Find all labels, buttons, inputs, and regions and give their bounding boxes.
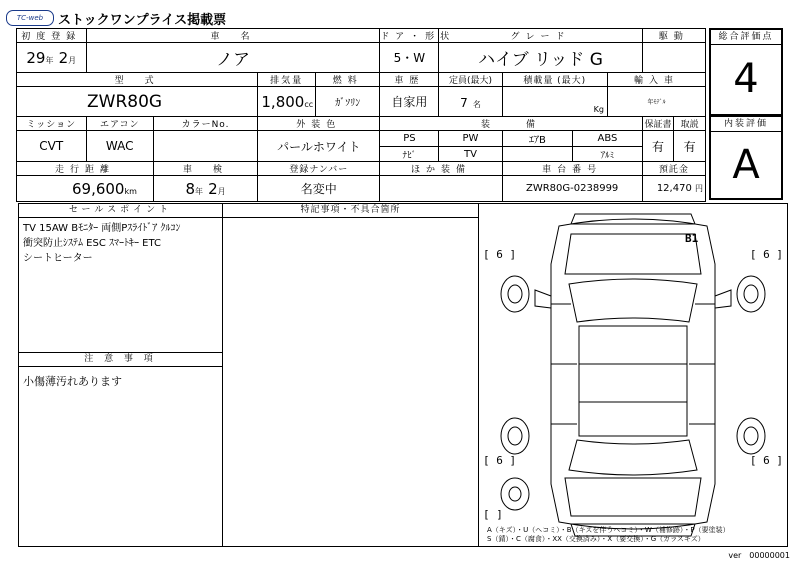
inspection-label: 車 検 <box>153 162 257 176</box>
drive-label: 駆動 <box>642 29 705 43</box>
sales-point-line: 衝突防止ｼｽﾃﾑ ESC ｽﾏｰﾄｷｰ ETC <box>23 238 162 249</box>
total-score-box <box>709 28 783 116</box>
tire-tag-front-left: [ 6 ] <box>483 248 517 261</box>
chassis-no-value: ZWR80G-0238999 <box>502 176 642 202</box>
sales-point-line: シートヒーター <box>23 253 93 264</box>
damage-diagram <box>478 203 788 547</box>
mileage-label: 走行距離 <box>17 162 154 176</box>
legend-line: S（錆）・C（腐食）・XX（交換済み）・X（要交換）・G（ガラスキズ） <box>487 535 705 543</box>
mission-value: CVT <box>17 131 87 162</box>
month-unit: 月 <box>68 56 77 65</box>
aircon-label: エアコン <box>86 117 153 131</box>
caution-text: 小傷薄汚れあります <box>23 375 122 388</box>
equip-blank <box>502 147 573 162</box>
color-no-value <box>153 131 257 162</box>
plate-value: 名変中 <box>258 176 380 202</box>
capacity-value <box>439 87 502 117</box>
capacity-label: 定員(最大) <box>439 73 502 87</box>
special-notes-box <box>222 203 479 547</box>
manual-value: 有 <box>674 131 706 162</box>
displacement-label: 排気量 <box>258 73 316 87</box>
other-equip-value <box>380 176 502 202</box>
damage-mark-b1: B1 <box>685 232 699 245</box>
kg-unit: Kg <box>593 105 604 114</box>
equip-abs: ABS <box>573 131 643 147</box>
spare-tire-tag: [ ] <box>483 508 503 521</box>
other-equip-label: ほか装備 <box>380 162 502 176</box>
sales-points-label: セールスポイント <box>19 204 222 218</box>
first-reg-value <box>17 43 87 73</box>
equip-navi: ﾅﾋﾞ <box>380 147 439 162</box>
interior-score-value: A <box>732 142 760 188</box>
caution-label: 注 意 事 項 <box>19 353 222 367</box>
car-name-label: 車 名 <box>86 29 380 43</box>
equip-alloy: ｱﾙﾐ <box>573 147 643 162</box>
mileage-value <box>17 176 154 202</box>
insp-year-unit: 年 <box>195 187 204 196</box>
first-reg-month: 2 <box>58 49 69 67</box>
price-number: 12,470 <box>656 183 692 194</box>
mission-label: ミッション <box>17 117 87 131</box>
price-value <box>642 176 705 202</box>
logo: TC-web <box>6 10 54 26</box>
caution-box <box>18 352 223 547</box>
load-label: 積載量 (最大) <box>502 73 607 87</box>
fuel-value: ｶﾞｿﾘﾝ <box>316 87 380 117</box>
inspection-value <box>153 176 257 202</box>
chassis-no-label: 車台番号 <box>502 162 642 176</box>
door-shape-label: ドア・形状 <box>380 29 439 43</box>
manual-label: 取説 <box>674 117 706 131</box>
grade-value: ハイブ リッド G <box>439 43 642 73</box>
tire-tag-front-right: [ 6 ] <box>749 248 783 261</box>
warranty-value: 有 <box>642 131 674 162</box>
km-unit: km <box>124 187 137 196</box>
spec-table <box>16 28 706 202</box>
grade-label: グレード <box>439 29 642 43</box>
displacement-value <box>258 87 316 117</box>
import-label: 輸入車 <box>607 73 705 87</box>
ext-color-value: パールホワイト <box>258 131 380 162</box>
capacity-number: 7 <box>460 96 468 110</box>
insp-month-unit: 月 <box>217 187 226 196</box>
ext-color-label: 外装色 <box>258 117 380 131</box>
plate-label: 登録ナンバー <box>258 162 380 176</box>
mileage-number: 69,600 <box>71 180 125 198</box>
legend-line: A（キズ）・U（ヘコミ）・B（キズを伴うヘコミ）・W（補修跡）・P（要塗装） <box>487 526 730 534</box>
insp-year: 8 <box>185 180 196 198</box>
equip-ps: PS <box>380 131 439 147</box>
aircon-value: WAC <box>86 131 153 162</box>
tire-tag-rear-right: [ 6 ] <box>749 454 783 467</box>
equip-tv: TV <box>439 147 502 162</box>
model-value: ZWR80G <box>17 87 258 117</box>
sales-points-box <box>18 203 223 353</box>
drive-value <box>642 43 705 73</box>
model-year-value: 年ﾓﾃﾞﾙ <box>607 87 705 117</box>
capacity-unit: 名 <box>472 100 481 109</box>
equip-pw: PW <box>439 131 502 147</box>
total-score-label: 総合評価点 <box>711 30 781 45</box>
fuel-label: 燃料 <box>316 73 380 87</box>
equip-airbag: ｴｱB <box>502 131 573 147</box>
first-reg-label: 初度登録 <box>17 29 87 43</box>
door-shape-value: 5・W <box>380 43 439 73</box>
total-score-value: 4 <box>733 56 759 102</box>
year-unit: 年 <box>45 56 54 65</box>
version-label: ver 00000001 <box>728 551 790 560</box>
insp-month: 2 <box>208 180 218 198</box>
special-notes-label: 特記事項・不具合箇所 <box>223 204 478 218</box>
equipment-label: 装 備 <box>380 117 642 131</box>
interior-score-label: 内装評価 <box>711 117 781 132</box>
damage-legend <box>487 526 730 544</box>
cc-unit: cc <box>304 100 314 109</box>
first-reg-year: 29 <box>26 49 46 67</box>
car-outline-icon <box>479 204 787 546</box>
warranty-label: 保証書 <box>642 117 674 131</box>
car-name-value: ノア <box>86 43 380 73</box>
interior-score-box <box>709 115 783 200</box>
document-title: ストックワンプライス掲載票 <box>58 13 227 28</box>
special-notes-text <box>223 218 478 226</box>
history-label: 車歴 <box>380 73 439 87</box>
load-value <box>502 87 607 117</box>
price-label: 預託金 <box>642 162 705 176</box>
tire-tag-rear-left: [ 6 ] <box>483 454 517 467</box>
sales-point-line: TV 15AW Bﾓﾆﾀｰ 両側Pｽﾗｲﾄﾞｱ ｸﾙｺﾝ <box>23 223 181 234</box>
displacement-number: 1,800 <box>261 93 305 111</box>
model-label: 型 式 <box>17 73 258 87</box>
yen-unit: 円 <box>695 184 703 193</box>
color-no-label: カラーNo. <box>153 117 257 131</box>
history-value: 自家用 <box>380 87 439 117</box>
